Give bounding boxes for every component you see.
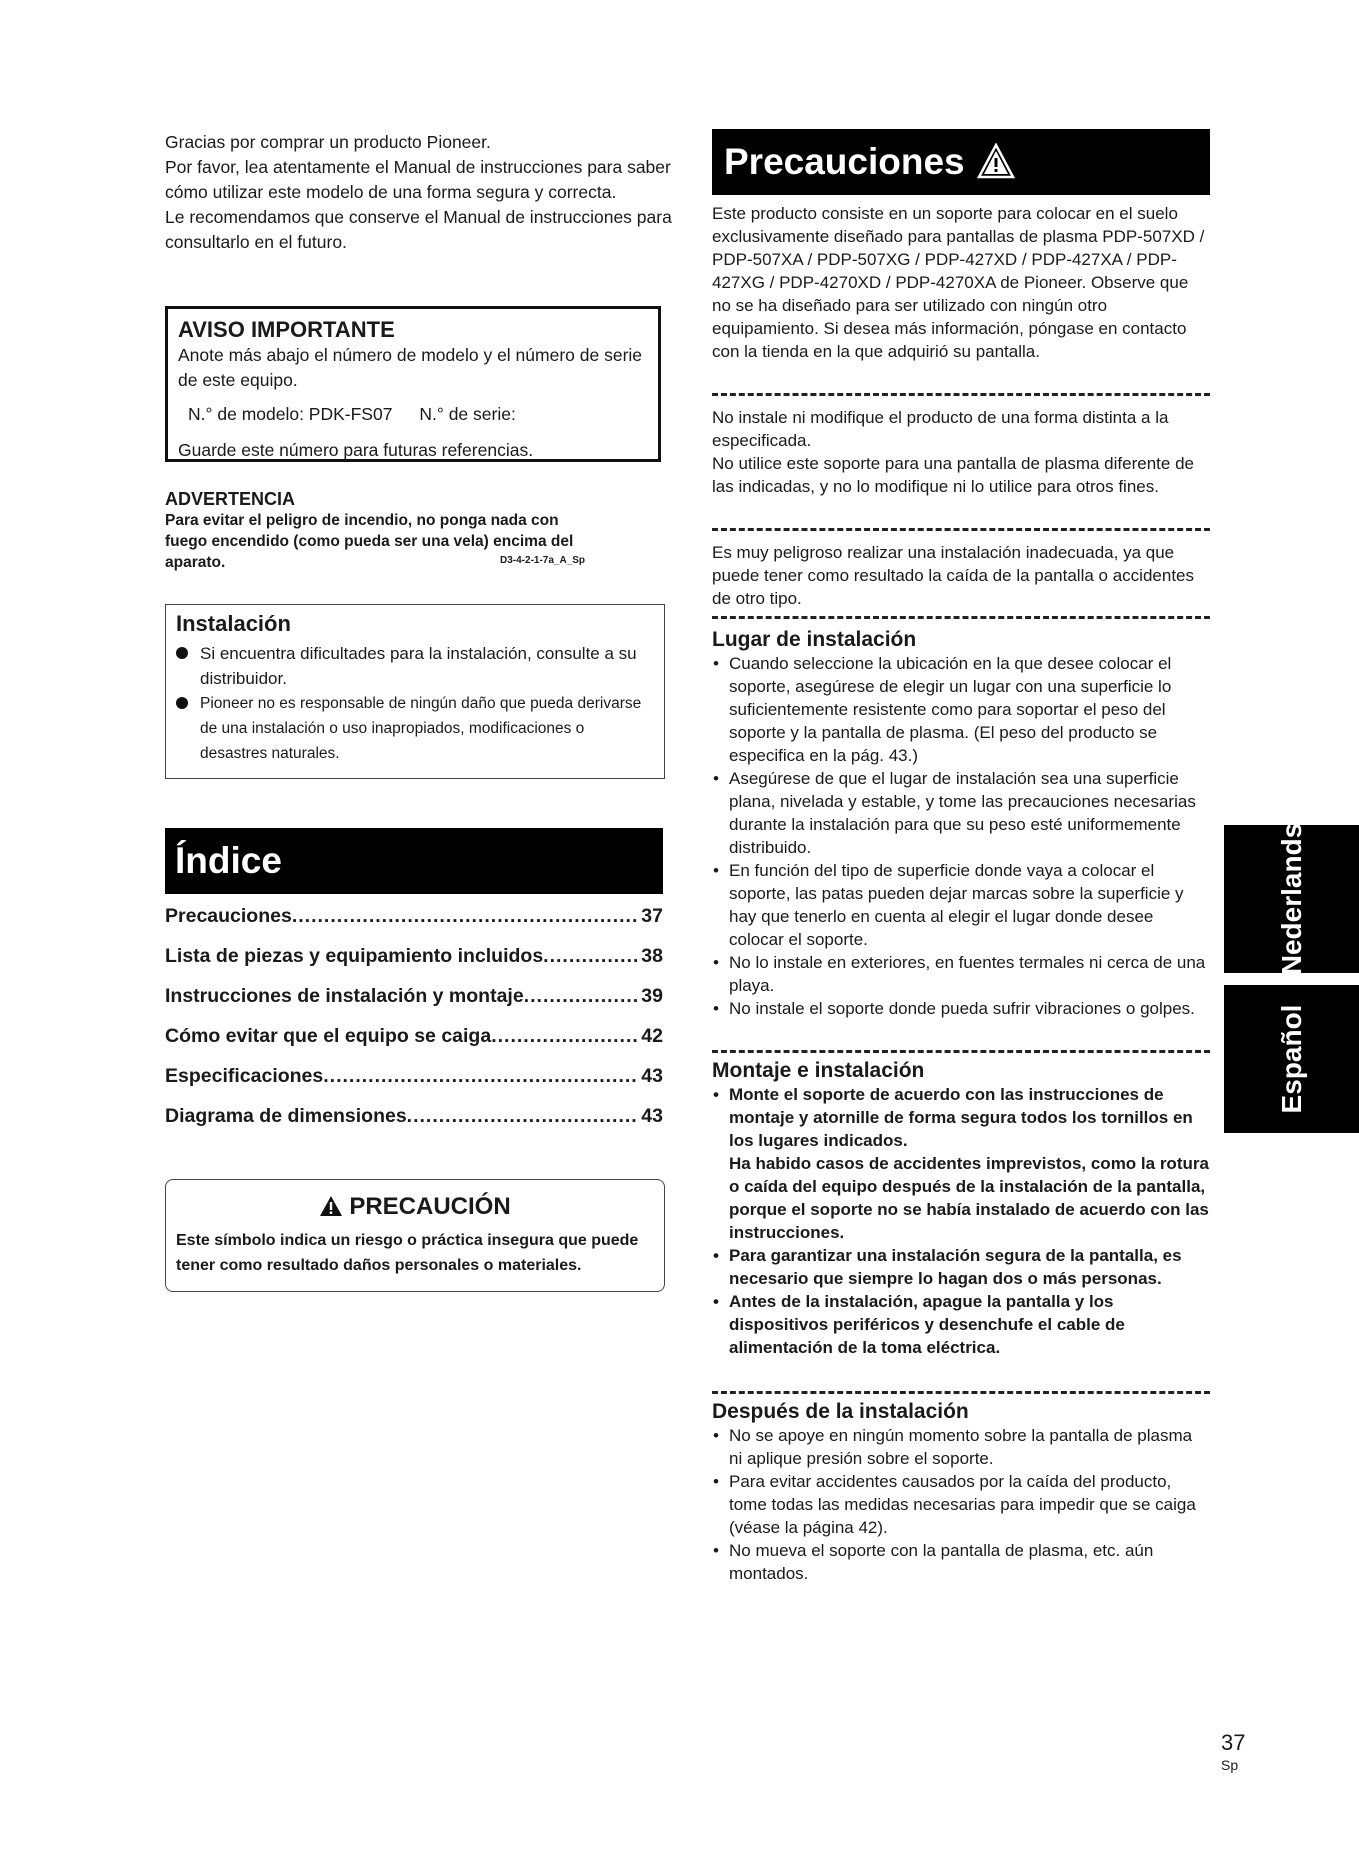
page-number: 37: [1221, 1730, 1246, 1755]
list-item: • Asegúrese de que el lugar de instalación sea una superficie plana, nivelada y estable, y tome las precauciones necesarias durante la instalación para que su peso esté uniformemente distribuido.: [712, 767, 1210, 859]
list-item: • No instale el soporte donde pueda sufrir vibraciones o golpes.: [712, 997, 1210, 1020]
montaje-section: [712, 1058, 1210, 1359]
toc-leader: [407, 1105, 638, 1128]
list-item-text: Monte el soporte de acuerdo con las instrucciones de montaje y atornille de forma segura todos los tornillos en los lugares indicados.: [729, 1085, 1193, 1150]
toc-entry[interactable]: [165, 945, 663, 985]
list-item: • En función del tipo de superficie donde vaya a colocar el soporte, las patas pueden dejar marcas sobre la superficie y hay que tenerlo en cuenta al elegir el lugar donde desee colocar el soporte.: [712, 859, 1210, 951]
dashed-divider: [712, 528, 1210, 531]
dashed-divider: [712, 1391, 1210, 1394]
list-item-text: Si encuentra dificultades para la instalación, consulte a su distribuidor.: [200, 644, 637, 688]
despues-list: [712, 1424, 1210, 1585]
aviso-text: Anote más abajo el número de modelo y el número de serie de este equipo.: [178, 345, 643, 390]
toc-leader: [524, 985, 638, 1008]
instalacion-box: [165, 604, 665, 779]
toc-leader: [491, 1025, 637, 1048]
indice-title: Índice: [165, 828, 663, 894]
despues-title: Después de la instalación: [712, 1400, 969, 1423]
toc-entry[interactable]: [165, 905, 663, 945]
montaje-list: [712, 1083, 1210, 1359]
toc-label: Lista de piezas y equipamiento incluidos: [165, 945, 544, 967]
toc-entry[interactable]: [165, 985, 663, 1025]
tab-nederlands[interactable]: [1224, 822, 1359, 976]
toc-page: 43: [641, 1105, 663, 1127]
toc-label: Cómo evitar que el equipo se caiga: [165, 1025, 492, 1047]
toc-label: Diagrama de dimensiones: [165, 1105, 407, 1127]
precaucion-box: [165, 1179, 665, 1292]
montaje-title: Montaje e instalación: [712, 1059, 925, 1082]
toc-page: 43: [641, 1065, 663, 1087]
toc-leader: [292, 905, 637, 928]
precauciones-intro: Este producto consiste en un soporte para colocar en el suelo exclusivamente diseñado para pantallas de plasma PDP-507XD / PDP-507XA / PDP-507XG / PDP-427XD / PDP-427XA / PDP-427XG / PDP-4270XD / PDP-4270XA de Pioneer. Observe que no se ha diseñado para ser utilizado con ningún otro equipamiento. Si desea más información, póngase en contacto con la tienda en la que adquirió su pantalla.: [712, 204, 1205, 361]
toc-entry[interactable]: [165, 1065, 663, 1105]
toc-label: Precauciones: [165, 905, 292, 927]
toc-entry[interactable]: [165, 1105, 663, 1145]
lugar-list: [712, 652, 1210, 1020]
toc-leader: [543, 945, 637, 968]
toc-page: 42: [641, 1025, 663, 1047]
aviso-model-row: [178, 402, 648, 427]
precaucion-heading: [176, 1192, 654, 1222]
lugar-title: Lugar de instalación: [712, 628, 917, 651]
list-item: [712, 1083, 1210, 1244]
advertencia-title: ADVERTENCIA: [165, 489, 296, 509]
tab-label: Nederlands: [1275, 822, 1307, 976]
precauciones-paragraph-3: Es muy peligroso realizar una instalación inadecuada, ya que puede tener como resultado la caída de la pantalla o accidentes de otro tipo.: [712, 543, 1194, 608]
aviso-title: AVISO IMPORTANTE: [178, 317, 395, 342]
tab-espanol[interactable]: [1224, 985, 1359, 1133]
intro-line: Gracias por comprar un producto Pioneer.: [165, 132, 491, 152]
warning-icon: [319, 1195, 343, 1217]
aviso-model: N.° de modelo: PDK-FS07: [188, 404, 393, 424]
despues-section: [712, 1399, 1210, 1585]
lugar-section: [712, 627, 1210, 1020]
dashed-divider: [712, 1050, 1210, 1053]
paragraph-line: No instale ni modifique el producto de una forma distinta a la especificada.: [712, 408, 1169, 450]
list-item: • Antes de la instalación, apague la pantalla y los dispositivos periféricos y desenchufe el cable de alimentación de la toma eléctrica.: [712, 1290, 1210, 1359]
list-item: • Para garantizar una instalación segura de la pantalla, es necesario que siempre lo hagan dos o más personas.: [712, 1244, 1210, 1290]
list-item: • Para evitar accidentes causados por la caída del producto, tome todas las medidas necesarias para impedir que se caiga (véase la página 42).: [712, 1470, 1210, 1539]
aviso-importante-box: [165, 306, 661, 462]
instalacion-title: Instalación: [176, 611, 291, 636]
intro-line: Por favor, lea atentamente el Manual de instrucciones para saber cómo utilizar este modelo de una forma segura y correcta.: [165, 157, 671, 202]
precauciones-header: [712, 129, 1210, 195]
bullet-icon: [176, 697, 188, 709]
precauciones-paragraph-2: [712, 406, 1210, 498]
toc-label: Especificaciones: [165, 1065, 324, 1087]
warning-icon: [977, 143, 1015, 179]
list-item: • No mueva el soporte con la pantalla de plasma, etc. aún montados.: [712, 1539, 1210, 1585]
toc-entry[interactable]: [165, 1025, 663, 1065]
table-of-contents: [165, 905, 663, 1145]
list-item: [176, 641, 654, 691]
advertencia-code: D3-4-2-1-7a_A_Sp: [500, 555, 586, 566]
list-item: [176, 691, 654, 766]
toc-label: Instrucciones de instalación y montaje: [165, 985, 524, 1007]
list-item: • No lo instale en exteriores, en fuentes termales ni cerca de una playa.: [712, 951, 1210, 997]
page-language: Sp: [1221, 1757, 1239, 1773]
tab-label: Español: [1275, 1004, 1307, 1114]
instalacion-list: [176, 641, 654, 766]
toc-page: 39: [641, 985, 663, 1007]
toc-page: 37: [641, 905, 663, 927]
intro-text: [165, 130, 675, 255]
bullet-icon: [176, 647, 188, 659]
precaucion-title: PRECAUCIÓN: [349, 1193, 511, 1220]
toc-page: 38: [641, 945, 663, 967]
precauciones-title: Precauciones: [724, 141, 965, 182]
precaucion-text: Este símbolo indica un riesgo o práctica insegura que puede tener como resultado daños personales o materiales.: [176, 1232, 639, 1274]
advertencia-text: Para evitar el peligro de incendio, no ponga nada con fuego encendido (como pueda ser una vela) encima del aparato.: [165, 512, 574, 571]
list-item: • Cuando seleccione la ubicación en la que desee colocar el soporte, asegúrese de elegir un lugar con una superficie lo suficientemente resistente como para soportar el peso del soporte y la pantalla de plasma. (El peso del producto se especifica en la pág. 43.): [712, 652, 1210, 767]
dashed-divider: [712, 393, 1210, 396]
advertencia-block: [165, 488, 605, 573]
list-item: • No se apoye en ningún momento sobre la pantalla de plasma ni aplique presión sobre el soporte.: [712, 1424, 1210, 1470]
aviso-serial: N.° de serie:: [419, 404, 516, 424]
montaje-note: Ha habido casos de accidentes imprevistos, como la rotura o caída del equipo después de la instalación de la pantalla, porque el soporte no se había instalado de acuerdo con las instrucciones.: [729, 1154, 1209, 1242]
toc-leader: [323, 1065, 637, 1088]
list-item-text: Pioneer no es responsable de ningún daño que pueda derivarse de una instalación o uso inapropiados, modificaciones o desastres naturales.: [200, 695, 642, 762]
paragraph-line: No utilice este soporte para una pantalla de plasma diferente de las indicadas, y no lo modifique ni lo utilice para otros fines.: [712, 454, 1194, 496]
intro-line: Le recomendamos que conserve el Manual de instrucciones para consultarlo en el futuro.: [165, 207, 672, 252]
dashed-divider: [712, 616, 1210, 619]
aviso-keep: Guarde este número para futuras referencias.: [178, 440, 534, 460]
